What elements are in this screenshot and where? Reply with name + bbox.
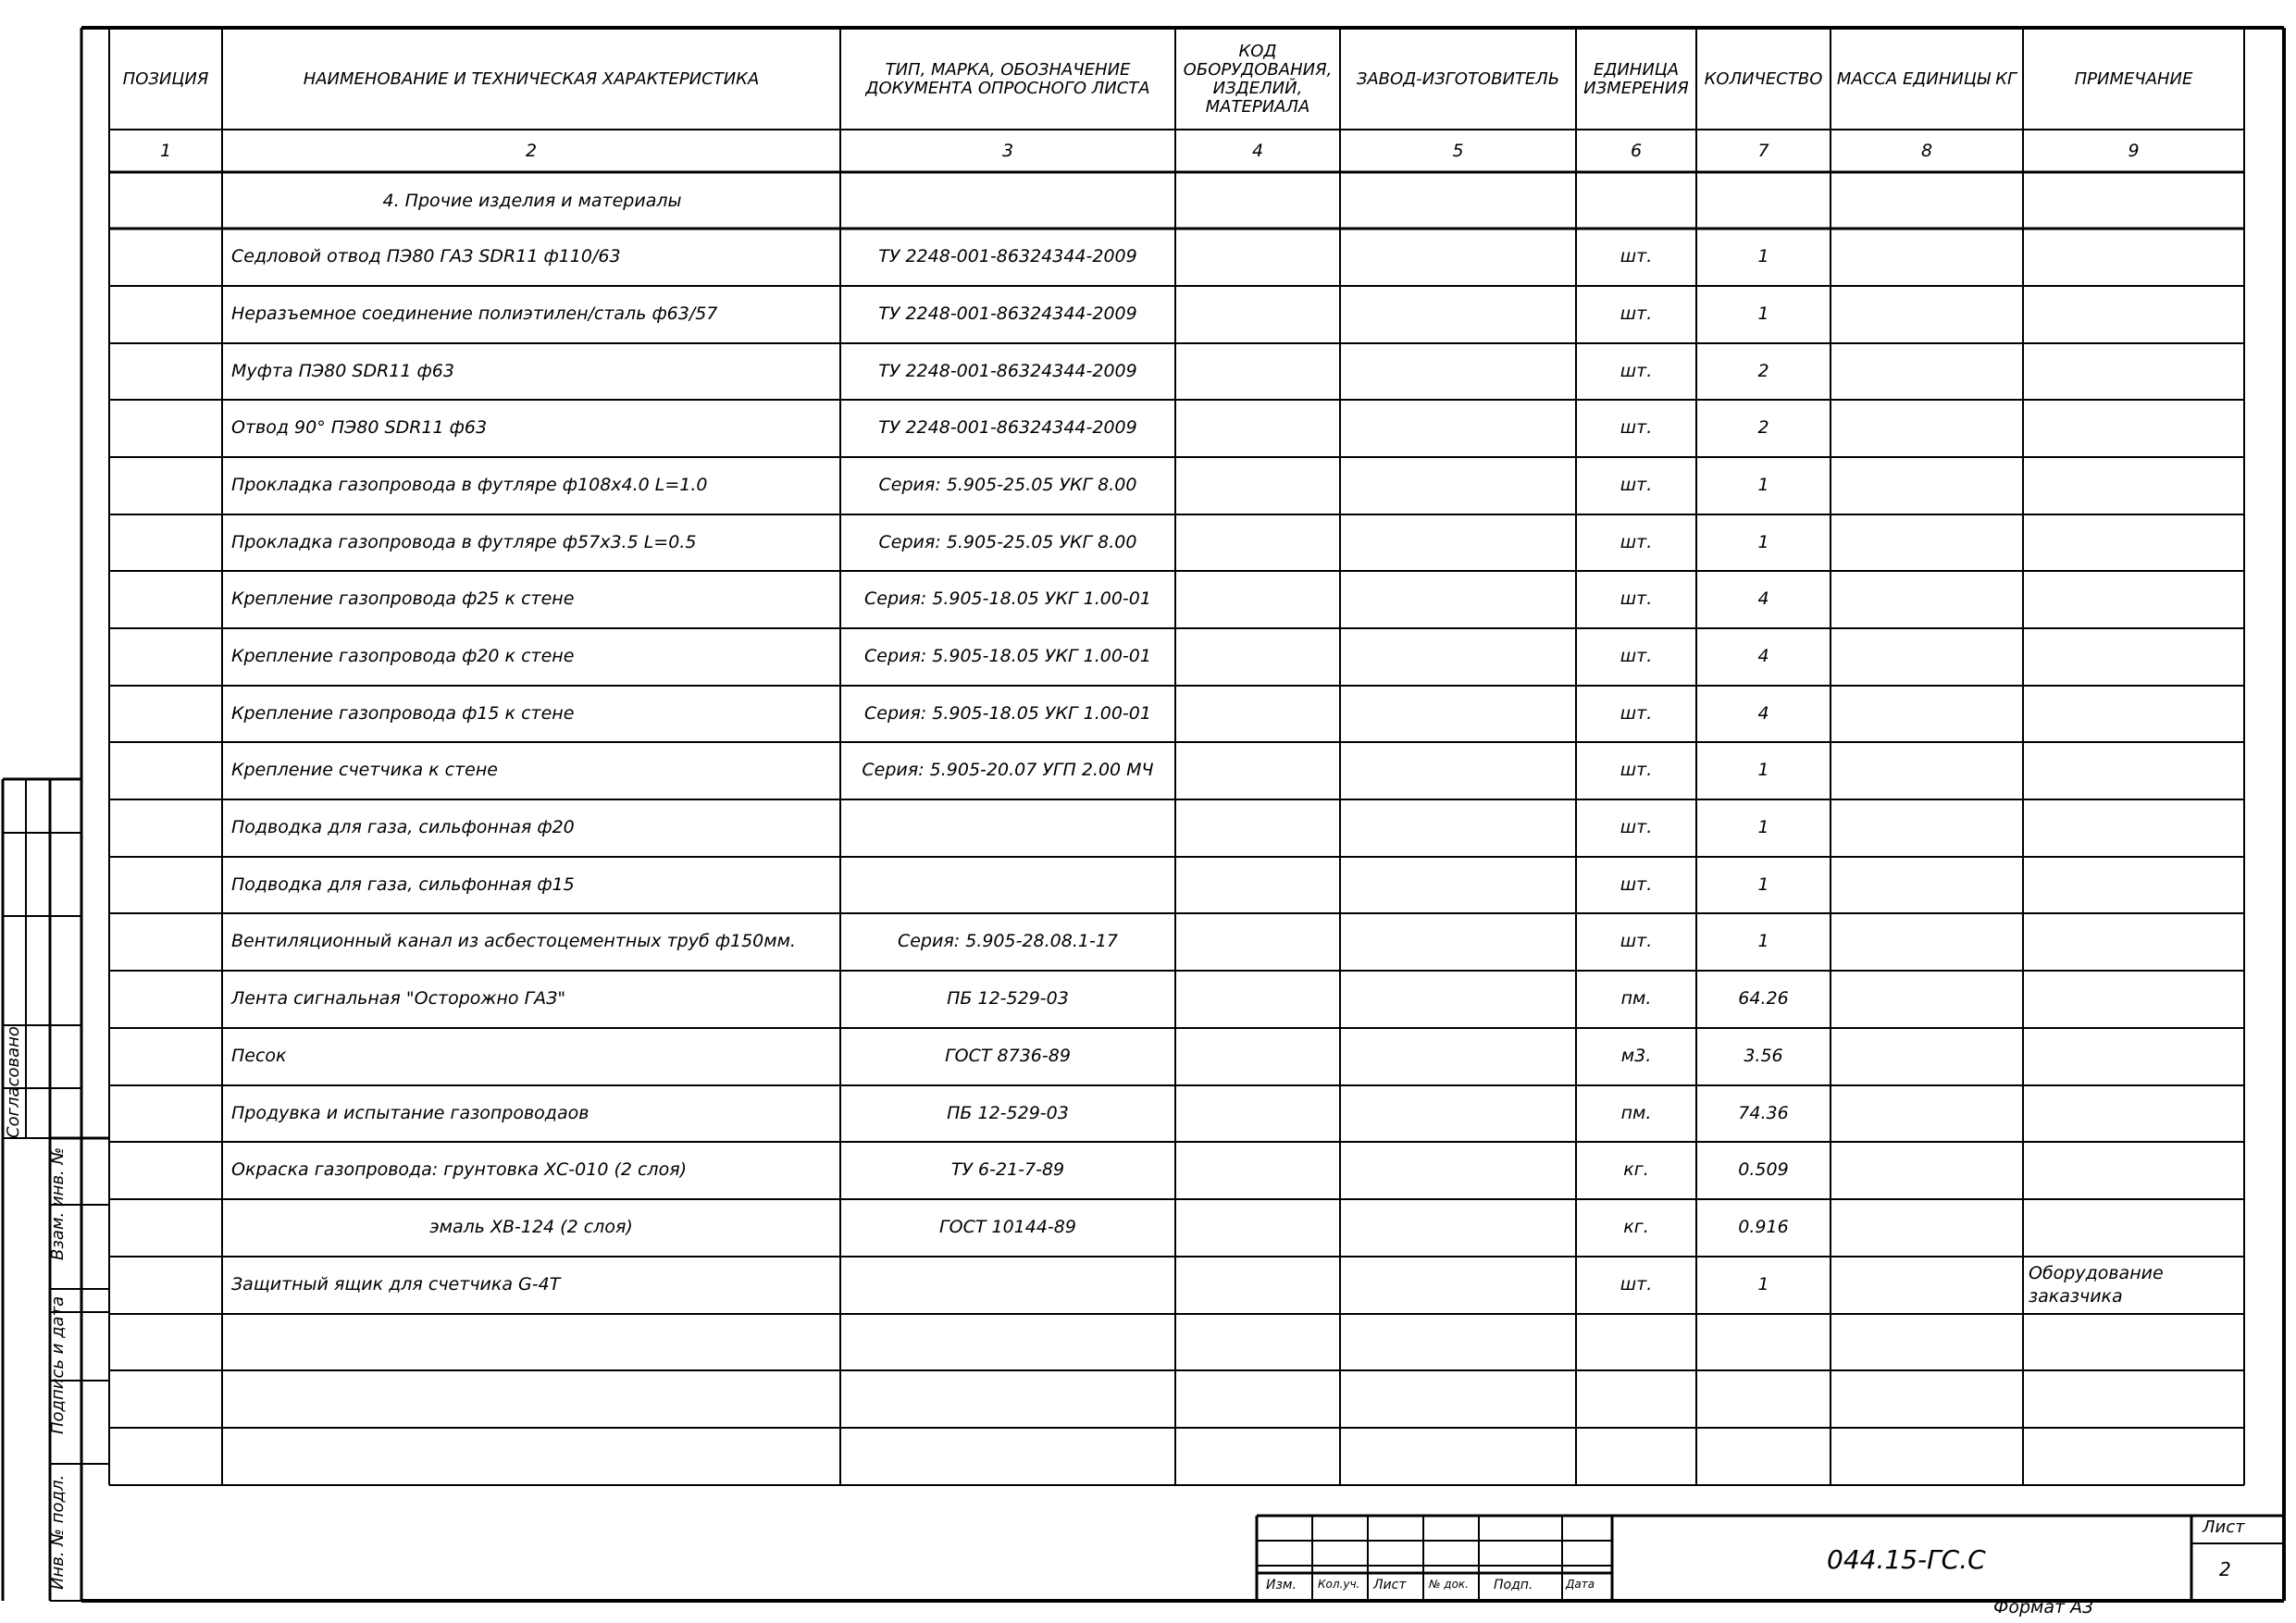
row-unit: шт. — [1620, 532, 1653, 552]
sheet-number: 2 — [2219, 1558, 2231, 1580]
row-doc: Серия: 5.905-25.05 УКГ 8.00 — [878, 532, 1137, 552]
row-name: Муфта ПЭ80 SDR11 ф63 — [231, 361, 454, 381]
tb-list-label: Лист — [1373, 1578, 1407, 1592]
row-name: Седловой отвод ПЭ80 ГАЗ SDR11 ф110/63 — [231, 246, 621, 266]
row-doc: Серия: 5.905-18.05 УКГ 1.00-01 — [864, 588, 1151, 609]
document-code: 044.15-ГС.С — [1827, 1544, 1986, 1575]
row-qty: 4 — [1757, 588, 1769, 609]
row-name: Отвод 90° ПЭ80 SDR11 ф63 — [231, 417, 488, 438]
column-number-5: 5 — [1452, 141, 1464, 161]
column-number-7: 7 — [1757, 141, 1769, 161]
row-note: Оборудование заказчика — [2029, 1263, 2164, 1307]
format-label: Формат А3 — [1993, 1597, 2094, 1617]
column-number-1: 1 — [159, 141, 172, 161]
row-unit: шт. — [1620, 588, 1653, 609]
row-unit: кг. — [1623, 1217, 1649, 1237]
section-title: 4. Прочие изделия и материалы — [382, 191, 682, 211]
row-qty: 2 — [1757, 417, 1769, 438]
row-name: Крепление газопровода ф25 к стене — [231, 588, 575, 609]
row-name: Вентиляционный канал из асбестоцементных труб ф150мм. — [231, 931, 796, 951]
column-number-2: 2 — [525, 141, 538, 161]
header-col-2: НАИМЕНОВАНИЕ И ТЕХНИЧЕСКАЯ ХАРАКТЕРИСТИКА — [303, 68, 760, 89]
row-doc: Серия: 5.905-25.05 УКГ 8.00 — [878, 475, 1137, 495]
tb-izm-label: Изм. — [1266, 1578, 1297, 1592]
row-doc: Серия: 5.905-18.05 УКГ 1.00-01 — [864, 646, 1151, 666]
stamp-agreed-label: Согласовано — [4, 1026, 23, 1138]
row-name: Лента сигнальная "Осторожно ГАЗ" — [231, 988, 566, 1009]
header-col-8: МАССА ЕДИНИЦЫ КГ — [1836, 68, 2017, 89]
row-unit: шт. — [1620, 361, 1653, 381]
row-unit: шт. — [1620, 760, 1653, 780]
row-qty: 1 — [1757, 304, 1769, 324]
stamp-inv-replace-label: Взам. инв. № — [48, 1146, 68, 1260]
row-doc: Серия: 5.905-20.07 УГП 2.00 МЧ — [862, 760, 1154, 780]
tb-doc-label: № док. — [1429, 1578, 1469, 1591]
row-name: эмаль ХВ-124 (2 слоя) — [429, 1217, 633, 1237]
row-unit: пм. — [1620, 1103, 1652, 1123]
row-name: Подводка для газа, сильфонная ф15 — [231, 874, 575, 895]
row-doc: ПБ 12-529-03 — [947, 1103, 1069, 1123]
row-unit: шт. — [1620, 304, 1653, 324]
row-doc: ГОСТ 8736-89 — [945, 1046, 1071, 1066]
row-name: Прокладка газопровода в футляре ф108х4.0 L=1.0 — [231, 475, 708, 495]
sheet-label: Лист — [2203, 1518, 2245, 1537]
row-qty: 3.56 — [1744, 1046, 1783, 1066]
stamp-sign-date-label: Подпись и дата — [48, 1295, 68, 1434]
row-name: Песок — [231, 1046, 287, 1066]
row-qty: 1 — [1757, 1274, 1769, 1295]
row-doc: Серия: 5.905-28.08.1-17 — [897, 931, 1119, 951]
row-qty: 0.509 — [1738, 1159, 1789, 1180]
row-name: Защитный ящик для счетчика G-4T — [231, 1274, 561, 1295]
row-doc: ТУ 2248-001-86324344-2009 — [878, 304, 1137, 324]
row-doc: ТУ 6-21-7-89 — [950, 1159, 1065, 1180]
row-unit: шт. — [1620, 874, 1653, 895]
tb-date-label: Дата — [1566, 1578, 1595, 1591]
header-col-5: ЗАВОД-ИЗГОТОВИТЕЛЬ — [1356, 68, 1560, 89]
row-name: Прокладка газопровода в футляре ф57х3.5 L=0.5 — [231, 532, 697, 552]
row-qty: 2 — [1757, 361, 1769, 381]
row-unit: пм. — [1620, 988, 1652, 1009]
row-qty: 64.26 — [1738, 988, 1789, 1009]
column-number-4: 4 — [1251, 141, 1264, 161]
row-qty: 1 — [1757, 874, 1769, 895]
row-name: Крепление газопровода ф15 к стене — [231, 703, 575, 724]
row-unit: шт. — [1620, 931, 1653, 951]
column-number-6: 6 — [1630, 141, 1643, 161]
row-unit: кг. — [1623, 1159, 1649, 1180]
row-qty: 4 — [1757, 703, 1769, 724]
row-unit: шт. — [1620, 646, 1653, 666]
row-qty: 1 — [1757, 532, 1769, 552]
header-col-7: КОЛИЧЕСТВО — [1704, 68, 1823, 89]
row-name: Крепление счетчика к стене — [231, 760, 498, 780]
row-unit: шт. — [1620, 475, 1653, 495]
row-name: Окраска газопровода: грунтовка ХС-010 (2 слоя) — [231, 1159, 688, 1180]
row-qty: 4 — [1757, 646, 1769, 666]
column-number-8: 8 — [1920, 141, 1933, 161]
row-doc: Серия: 5.905-18.05 УКГ 1.00-01 — [864, 703, 1151, 724]
row-qty: 1 — [1757, 931, 1769, 951]
row-unit: шт. — [1620, 417, 1653, 438]
row-doc: ТУ 2248-001-86324344-2009 — [878, 417, 1137, 438]
row-unit: шт. — [1620, 1274, 1653, 1295]
row-doc: ТУ 2248-001-86324344-2009 — [878, 361, 1137, 381]
row-qty: 1 — [1757, 760, 1769, 780]
row-doc: ГОСТ 10144-89 — [939, 1217, 1076, 1237]
column-number-9: 9 — [2128, 141, 2140, 161]
row-qty: 1 — [1757, 475, 1769, 495]
header-col-4: КОД ОБОРУДОВАНИЯ, ИЗДЕЛИЙ, МАТЕРИАЛА — [1183, 41, 1333, 118]
row-doc: ТУ 2248-001-86324344-2009 — [878, 246, 1137, 266]
row-name: Подводка для газа, сильфонная ф20 — [231, 817, 575, 837]
row-qty: 74.36 — [1738, 1103, 1789, 1123]
row-unit: шт. — [1620, 817, 1653, 837]
row-qty: 0.916 — [1738, 1217, 1789, 1237]
header-col-1: ПОЗИЦИЯ — [122, 68, 209, 89]
header-col-9: ПРИМЕЧАНИЕ — [2074, 68, 2193, 89]
row-qty: 1 — [1757, 817, 1769, 837]
row-name: Продувка и испытание газопроводаов — [231, 1103, 590, 1123]
row-unit: м3. — [1620, 1046, 1652, 1066]
stamp-inv-orig-label: Инв. № подл. — [48, 1474, 68, 1590]
column-number-3: 3 — [1001, 141, 1014, 161]
tb-kolvo-label: Кол.уч. — [1318, 1578, 1360, 1591]
row-unit: шт. — [1620, 246, 1653, 266]
row-name: Неразъемное соединение полиэтилен/сталь ф63/57 — [231, 304, 718, 324]
row-qty: 1 — [1757, 246, 1769, 266]
row-unit: шт. — [1620, 703, 1653, 724]
row-name: Крепление газопровода ф20 к стене — [231, 646, 575, 666]
header-col-3: ТИП, МАРКА, ОБОЗНАЧЕНИЕ ДОКУМЕНТА ОПРОСНОГО ЛИСТА — [865, 59, 1150, 98]
header-col-6: ЕДИНИЦА ИЗМЕРЕНИЯ — [1583, 59, 1689, 98]
row-doc: ПБ 12-529-03 — [947, 988, 1069, 1009]
tb-sign-label: Подп. — [1494, 1578, 1533, 1592]
